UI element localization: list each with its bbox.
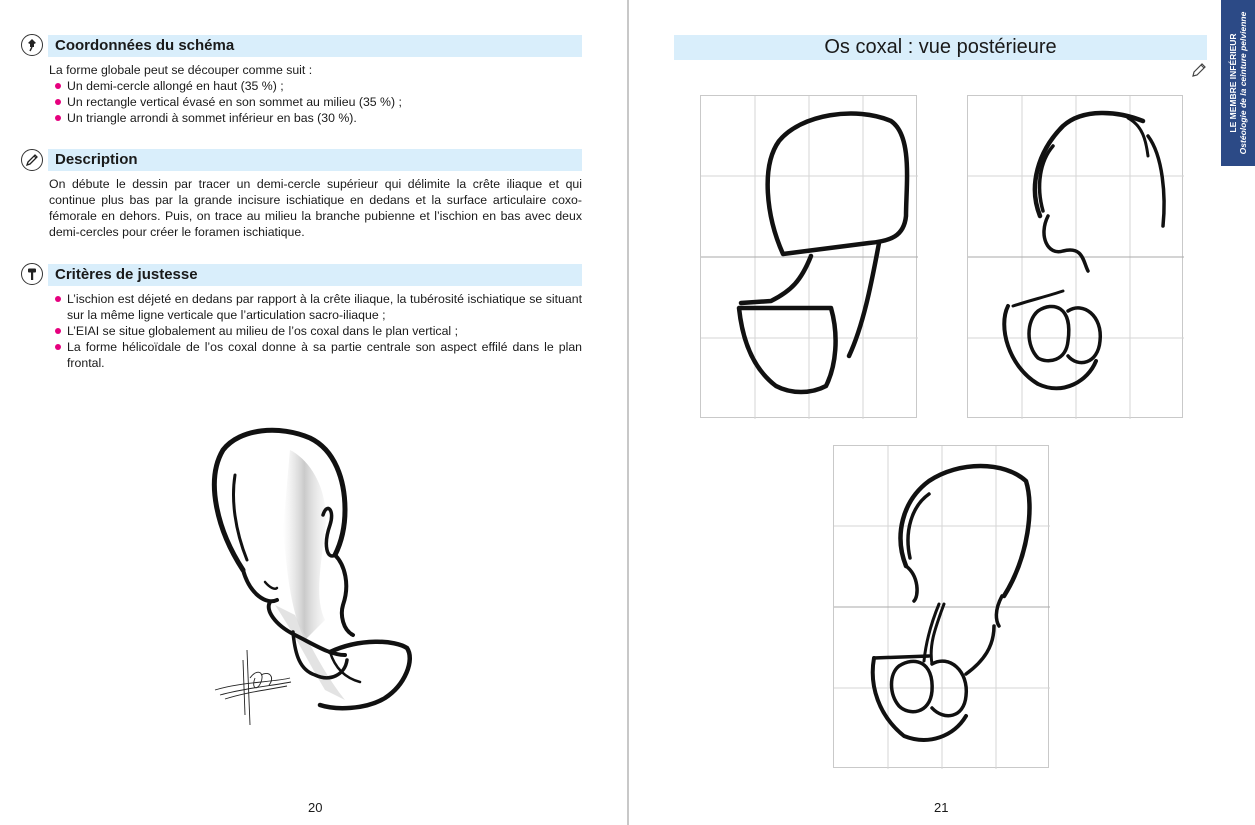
pencil-icon	[21, 149, 43, 171]
side-tab-chapter: LE MEMBRE INFÉRIEUR	[1228, 33, 1238, 133]
bullet-dot	[55, 328, 61, 334]
list-item: L’ischion est déjeté en dedans par rapport à la crête iliaque, la tubérosité ischiatique se situant sur la même ligne verticale que l’articulation sacro-iliaque ;	[49, 291, 582, 323]
list-item: Un demi-cercle allongé en haut (35 %) ;	[49, 78, 582, 94]
drawing-step-1-grid	[700, 95, 917, 418]
page-number-left: 20	[308, 800, 323, 815]
hip-bone-illustration	[195, 420, 425, 730]
bullet-dot	[55, 115, 61, 121]
signature-marks	[215, 650, 291, 725]
list-item: Un rectangle vertical évasé en son sommet au milieu (35 %) ;	[49, 94, 582, 110]
section-body-criteres	[49, 291, 582, 371]
page-title-bar	[674, 35, 1207, 60]
drawing-step-3-grid	[833, 445, 1049, 768]
chapter-side-tab	[1221, 0, 1255, 166]
section-body-coordonnees	[49, 62, 582, 126]
step-2-shapes	[1004, 113, 1164, 388]
section-header-criteres	[48, 264, 582, 286]
right-page	[629, 0, 1255, 825]
bullet-dot	[55, 99, 61, 105]
bullet-dot	[55, 83, 61, 89]
list-item: La forme hélicoïdale de l’os coxal donne à sa partie centrale son aspect effilé dans le plan frontal.	[49, 339, 582, 371]
page-title: Os coxal : vue postérieure	[824, 36, 1057, 58]
section-title: Description	[55, 151, 138, 168]
left-page	[0, 0, 627, 825]
bullet-list	[49, 291, 582, 371]
pencil-icon	[1191, 62, 1207, 78]
side-tab-subchapter: Ostéologie de la ceinture pelvienne	[1238, 11, 1248, 155]
description-paragraph: On débute le dessin par tracer un demi-cercle supérieur qui délimite la crête iliaque et qui continue plus bas par la grande incisure ischiatique en dedans et la surface articulaire coxo-fémorale en dehors. Puis, on trace au milieu la branche pubienne et l’ischion en bas avec deux demi-cercles pour créer le foramen ischiatique.	[49, 177, 582, 239]
step-3-shapes	[873, 466, 1030, 740]
bullet-dot	[55, 296, 61, 302]
list-item: L’EIAI se situe globalement au milieu de l’os coxal dans le plan vertical ;	[49, 323, 582, 339]
section-header-coordonnees	[48, 35, 582, 57]
page-number-right: 21	[934, 800, 949, 815]
pushpin-icon	[21, 34, 43, 56]
intro-text: La forme globale peut se découper comme suit :	[49, 63, 313, 77]
hammer-icon	[21, 263, 43, 285]
step-1-shapes	[739, 114, 907, 392]
section-title: Coordonnées du schéma	[55, 37, 235, 54]
section-body-description	[49, 176, 582, 240]
bullet-list	[49, 78, 582, 126]
section-title: Critères de justesse	[55, 266, 198, 283]
drawing-step-2-grid	[967, 95, 1183, 418]
list-item: Un triangle arrondi à sommet inférieur en bas (30 %).	[49, 110, 582, 126]
bullet-dot	[55, 344, 61, 350]
section-header-description	[48, 149, 582, 171]
